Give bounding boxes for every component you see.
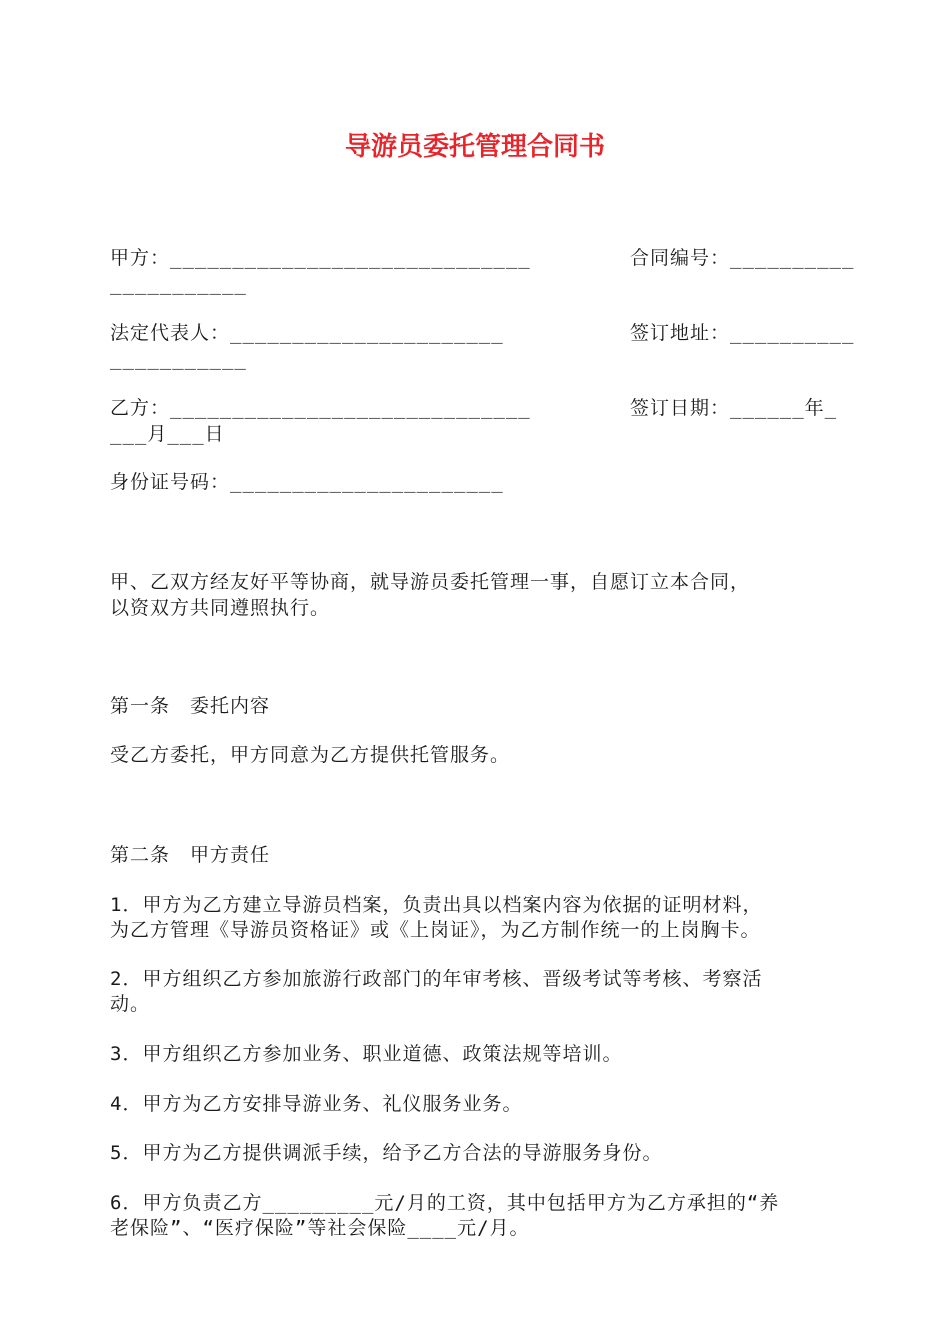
article2-item5: 5．甲方为乙方提供调派手续，给予乙方合法的导游服务身份。 bbox=[110, 1142, 663, 1164]
article1-heading: 第一条 委托内容 bbox=[110, 695, 271, 717]
sign-place-continuation: ___________ bbox=[110, 348, 247, 370]
article2-item1-line: 1．甲方为乙方建立导游员档案，负责出具以档案内容为依据的证明材料， bbox=[110, 894, 763, 916]
article2-item2-line: 2．甲方组织乙方参加旅游行政部门的年审考核、晋级考试等考核、考察活 bbox=[110, 968, 763, 990]
sign-date-continuation: ___月___日 bbox=[110, 423, 225, 445]
article2-item4: 4．甲方为乙方安排导游业务、礼仪服务业务。 bbox=[110, 1093, 523, 1115]
legal-representative-field: 法定代表人：______________________ bbox=[110, 322, 504, 344]
article2-item2-line: 动。 bbox=[110, 993, 151, 1015]
preamble-line: 甲、乙双方经友好平等协商，就导游员委托管理一事，自愿订立本合同， bbox=[110, 571, 751, 593]
article1-body: 受乙方委托，甲方同意为乙方提供托管服务。 bbox=[110, 744, 511, 766]
sign-date-field: 签订日期：______年_ bbox=[630, 397, 838, 419]
id-number-field: 身份证号码：______________________ bbox=[110, 471, 504, 493]
contract-number-field: 合同编号：__________ bbox=[630, 247, 855, 269]
party-a-field: 甲方：_____________________________ bbox=[110, 247, 531, 269]
article2-item6-line: 老保险”、“医疗保险”等社会保险____元/月。 bbox=[110, 1217, 530, 1239]
article2-item6-line: 6．甲方负责乙方_________元/月的工资，其中包括甲方为乙方承担的“养 bbox=[110, 1192, 780, 1214]
party-b-field: 乙方：_____________________________ bbox=[110, 397, 531, 419]
document-title: 导游员委托管理合同书 bbox=[344, 132, 605, 162]
article2-item1-line: 为乙方管理《导游员资格证》或《上岗证》，为乙方制作统一的上岗胸卡。 bbox=[110, 919, 761, 941]
sign-place-field: 签订地址：__________ bbox=[630, 322, 855, 344]
article2-heading: 第二条 甲方责任 bbox=[110, 844, 271, 866]
preamble-line: 以资双方共同遵照执行。 bbox=[110, 597, 331, 619]
article2-item3: 3．甲方组织乙方参加业务、职业道德、政策法规等培训。 bbox=[110, 1043, 623, 1065]
contract-number-continuation: ___________ bbox=[110, 273, 247, 295]
